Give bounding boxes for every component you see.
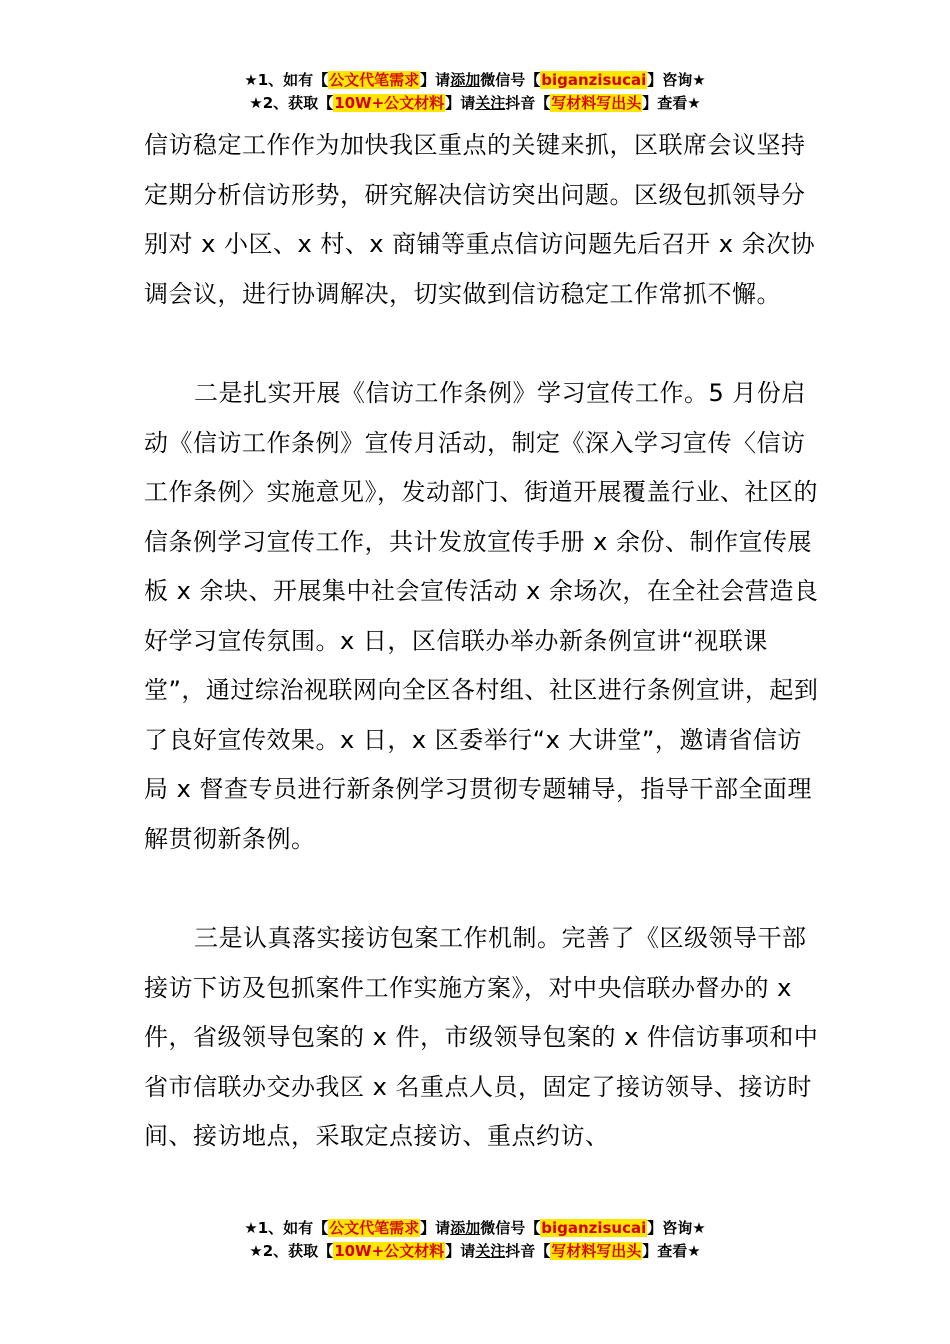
banner-highlight: 10W+公文材料 — [334, 1242, 445, 1260]
bottom-banner — [0, 1217, 950, 1263]
banner-highlight: 写材料写出头 — [551, 94, 642, 112]
banner-underline: 关注 — [475, 94, 506, 112]
banner-text: ★2、获取【 — [249, 1242, 334, 1260]
top-banner — [0, 69, 950, 115]
banner-line-2 — [0, 92, 950, 115]
banner-text: 】请 — [420, 71, 451, 89]
banner-highlight: biganzisucai — [541, 1219, 647, 1237]
document-body — [144, 121, 824, 1162]
banner-text: ★2、获取【 — [249, 94, 334, 112]
banner-line-2 — [0, 1240, 950, 1263]
banner-text: ★1、如有【 — [244, 71, 329, 89]
banner-line-1 — [0, 69, 950, 92]
paragraph-continuation: 信访稳定工作作为加快我区重点的关键来抓，区联席会议坚持定期分析信访形势，研究解决信访突出问题。区级包抓领导分别对 x 小区、x 村、x 商铺等重点信访问题先后召开 x 余次协调会议，进行协调解决，切实做到信访稳定工作常抓不懈。 — [144, 131, 816, 308]
banner-highlight: 公文代笔需求 — [329, 1219, 420, 1237]
paragraph-three: 三是认真落实接访包案工作机制。完善了《区级领导干部接访下访及包抓案件工作实施方案》，对中央信联办督办的 x 件，省级领导包案的 x 件，市级领导包案的 x 件信访事项和中省市信联办交办我区 x 名重点人员，固定了接访领导、接访时间、接访地点，采取定点接访、重点约访、 — [144, 924, 819, 1150]
banner-text: 抖音【 — [505, 1242, 551, 1260]
banner-highlight: biganzisucai — [541, 71, 647, 89]
banner-text: 】请 — [445, 1242, 476, 1260]
banner-text: 】查看★ — [642, 1242, 701, 1260]
banner-underline: 添加 — [450, 71, 481, 89]
banner-text: 】咨询★ — [647, 1219, 706, 1237]
paragraph-gap — [144, 319, 824, 369]
banner-underline: 添加 — [450, 1219, 481, 1237]
banner-underline: 关注 — [475, 1242, 506, 1260]
banner-text: 】查看★ — [642, 94, 701, 112]
banner-text: 微信号【 — [480, 71, 541, 89]
banner-text: ★1、如有【 — [244, 1219, 329, 1237]
banner-line-1 — [0, 1217, 950, 1240]
paragraph-two: 二是扎实开展《信访工作条例》学习宣传工作。5 月份启动《信访工作条例》宣传月活动，制定《深入学习宣传〈信访工作条例〉实施意见》，发动部门、街道开展覆盖行业、社区的信条例学习宣传工作，共计发放宣传手册 x 余份、制作宣传展板 x 余块、开展集中社会宣传活动 x 余场次，在全社会营造良好学习宣传氛围。x 日，区信联办举办新条例宣讲“视联课堂”，通过综治视联网向全区各村组、社区进行条例宣讲，起到了良好宣传效果。x 日，x 区委举行“x 大讲堂”，邀请省信访局 x 督查专员进行新条例学习贯彻专题辅导，指导干部全面理解贯彻新条例。 — [144, 379, 819, 853]
banner-text: 抖音【 — [505, 94, 551, 112]
banner-text: 微信号【 — [480, 1219, 541, 1237]
banner-text: 】请 — [445, 94, 476, 112]
banner-text: 】咨询★ — [647, 71, 706, 89]
banner-highlight: 公文代笔需求 — [329, 71, 420, 89]
banner-highlight: 写材料写出头 — [551, 1242, 642, 1260]
banner-highlight: 10W+公文材料 — [334, 94, 445, 112]
paragraph-gap — [144, 864, 824, 914]
banner-text: 】请 — [420, 1219, 451, 1237]
